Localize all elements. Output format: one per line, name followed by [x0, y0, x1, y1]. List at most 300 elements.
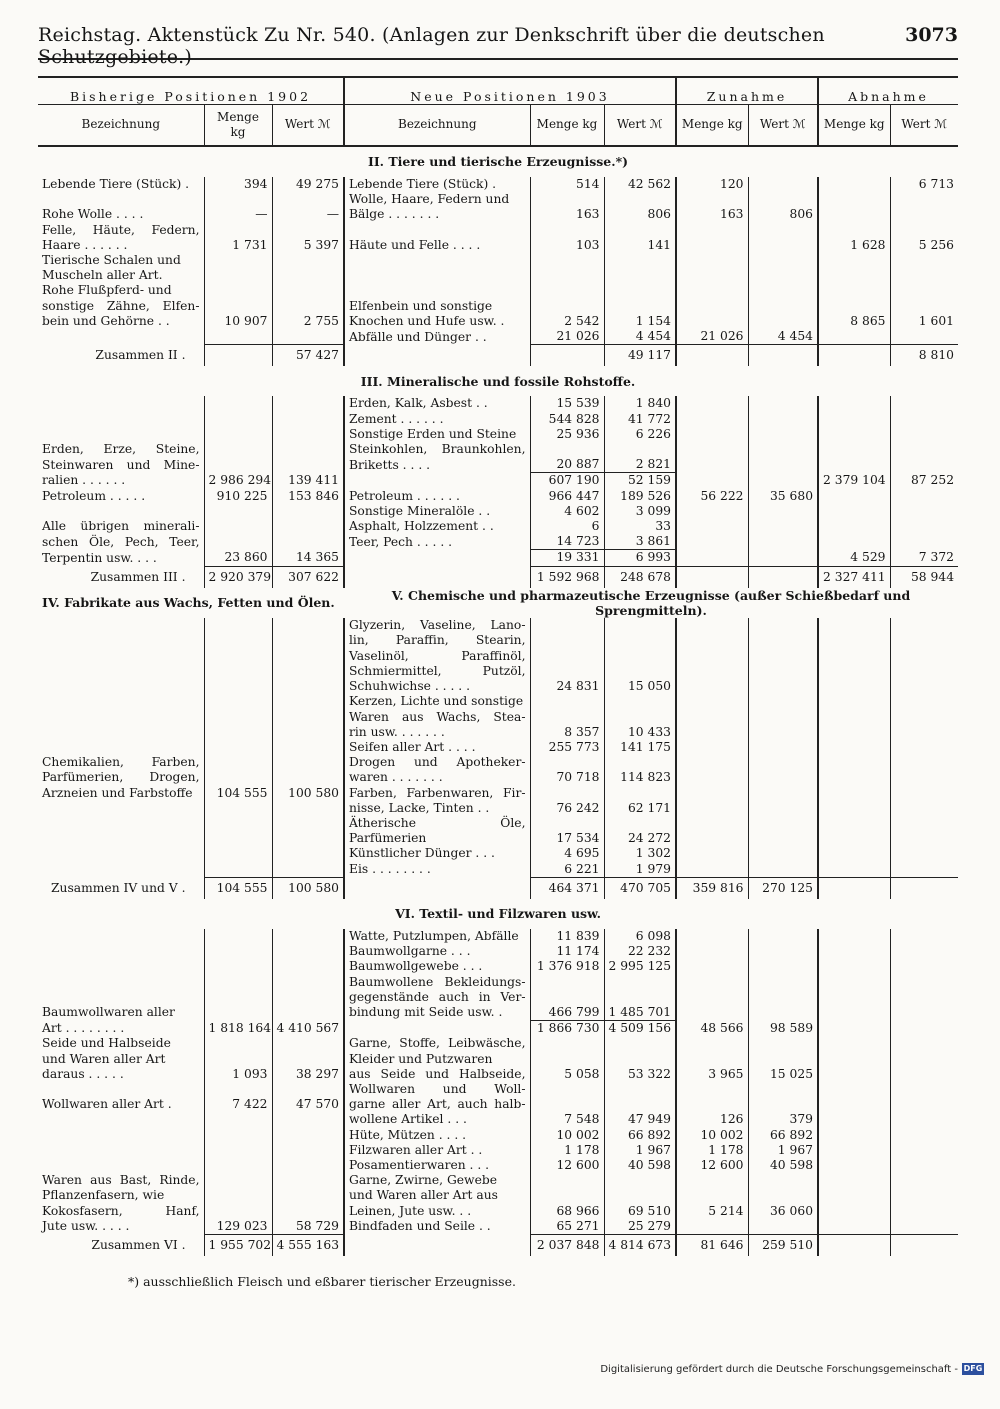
new-value: 1 302 [604, 846, 676, 861]
new-description: Schmiermittel, Putzöl, [344, 664, 530, 679]
old-description [38, 1128, 204, 1143]
increase-value: 35 680 [748, 489, 818, 504]
new-quantity: 1 866 730 [530, 1021, 604, 1037]
increase-quantity: 5 214 [676, 1204, 748, 1219]
new-quantity: 12 600 [530, 1158, 604, 1173]
old-value [272, 959, 344, 974]
old-value [272, 770, 344, 785]
decrease-value [890, 412, 958, 427]
old-value [272, 846, 344, 861]
old-description [38, 1112, 204, 1127]
increase-quantity [676, 694, 748, 709]
new-value: 47 949 [604, 1112, 676, 1127]
new-description: Abfälle und Dünger . . [344, 329, 530, 345]
increase-value [748, 473, 818, 489]
table-row [38, 755, 958, 770]
old-description [38, 801, 204, 816]
decrease-value [890, 268, 958, 283]
increase-value [748, 1005, 818, 1021]
table-row [38, 944, 958, 959]
increase-quantity [676, 664, 748, 679]
new-value [604, 618, 676, 633]
decrease-quantity [818, 299, 890, 314]
old-value [272, 1036, 344, 1051]
column-header: Menge kg [676, 105, 748, 147]
total-new-description [344, 1235, 530, 1257]
total-nw: 470 705 [604, 877, 676, 899]
old-description [38, 396, 204, 411]
new-description: Drogen und Apotheker- [344, 755, 530, 770]
old-description: Muscheln aller Art. [42, 268, 163, 283]
increase-quantity [676, 816, 748, 846]
decrease-quantity: 1 628 [818, 238, 890, 253]
new-quantity: 20 887 [530, 457, 604, 473]
increase-quantity [676, 283, 748, 298]
decrease-value [890, 1067, 958, 1082]
old-value [272, 253, 344, 268]
old-description [38, 192, 204, 207]
increase-quantity [676, 253, 748, 268]
running-header [38, 24, 958, 68]
decrease-quantity: 2 379 104 [818, 473, 890, 489]
new-value: 2 995 125 [604, 959, 676, 974]
new-quantity: 1 376 918 [530, 959, 604, 974]
increase-value [748, 755, 818, 770]
increase-quantity [676, 1052, 748, 1067]
old-quantity [204, 801, 272, 816]
table-row [38, 268, 958, 283]
increase-value [748, 442, 818, 457]
increase-quantity [676, 725, 748, 740]
new-description: Sonstige Erden und Steine [344, 427, 530, 442]
decrease-quantity [818, 1036, 890, 1051]
old-value: 2 755 [272, 314, 344, 329]
table-row [38, 959, 958, 974]
decrease-quantity [818, 1112, 890, 1127]
old-value [272, 1158, 344, 1173]
new-value [604, 990, 676, 1005]
old-value [272, 1082, 344, 1097]
new-value [604, 192, 676, 207]
decrease-quantity [818, 207, 890, 222]
increase-quantity: 12 600 [676, 1158, 748, 1173]
total-nw: 248 678 [604, 566, 676, 588]
increase-quantity [676, 679, 748, 694]
old-value [272, 1173, 344, 1188]
section-title: V. Chemische und pharmazeutische Erzeugnisse (außer Schießbedarf und Sprengmitteln). [391, 587, 911, 619]
old-description [38, 427, 204, 442]
total-im: 359 816 [676, 877, 748, 899]
new-description: Elfenbein und sonstige [344, 299, 530, 314]
old-description [38, 990, 204, 1005]
footnote: *) ausschließlich Fleisch und eßbarer tierischer Erzeugnisse. [128, 1274, 516, 1290]
new-quantity [530, 1082, 604, 1097]
old-description: Baumwollwaren aller [42, 1005, 175, 1020]
new-description [344, 223, 530, 238]
table-row [38, 1067, 958, 1082]
increase-value [748, 846, 818, 861]
old-quantity [204, 457, 272, 473]
old-value: 49 275 [272, 177, 344, 192]
decrease-quantity [818, 442, 890, 457]
decrease-quantity [818, 268, 890, 283]
new-description [344, 283, 530, 298]
new-value: 3 861 [604, 534, 676, 550]
increase-quantity [676, 801, 748, 816]
new-value: 806 [604, 207, 676, 222]
old-quantity [204, 396, 272, 411]
old-quantity [204, 1158, 272, 1173]
new-value: 6 098 [604, 929, 676, 944]
new-value [604, 268, 676, 283]
increase-value: 40 598 [748, 1158, 818, 1173]
table-row [38, 1021, 958, 1037]
new-quantity [530, 786, 604, 801]
old-quantity [204, 427, 272, 442]
table-row [38, 238, 958, 253]
increase-value [748, 990, 818, 1005]
increase-value [748, 929, 818, 944]
decrease-quantity [818, 223, 890, 238]
increase-quantity [676, 929, 748, 944]
old-description [38, 740, 204, 755]
old-quantity [204, 329, 272, 345]
old-quantity [204, 633, 272, 648]
new-value: 1 840 [604, 396, 676, 411]
table-row [38, 1143, 958, 1158]
old-description: Pflanzenfasern, wie [42, 1188, 165, 1203]
new-value [604, 223, 676, 238]
table-row [38, 1188, 958, 1203]
new-quantity: 966 447 [530, 489, 604, 504]
decrease-quantity [818, 710, 890, 725]
old-value [272, 664, 344, 679]
old-value: 153 846 [272, 489, 344, 504]
column-header: Menge kg [818, 105, 890, 147]
old-value [272, 457, 344, 473]
decrease-quantity [818, 1067, 890, 1082]
old-quantity: 10 907 [204, 314, 272, 329]
old-quantity: — [204, 207, 272, 222]
increase-quantity [676, 223, 748, 238]
old-value [272, 725, 344, 740]
new-value: 114 823 [604, 770, 676, 785]
old-description: Terpentin usw. . . . [42, 550, 157, 565]
new-value: 25 279 [604, 1219, 676, 1235]
new-quantity [530, 223, 604, 238]
new-quantity [530, 1036, 604, 1051]
table-row [38, 504, 958, 519]
new-quantity [530, 253, 604, 268]
decrease-quantity [818, 253, 890, 268]
table-row [38, 990, 958, 1005]
total-row [38, 566, 958, 588]
decrease-value [890, 755, 958, 770]
decrease-quantity [818, 694, 890, 709]
decrease-value [890, 990, 958, 1005]
decrease-value [890, 1158, 958, 1173]
total-ow: 100 580 [272, 877, 344, 899]
decrease-value [890, 618, 958, 633]
new-quantity: 103 [530, 238, 604, 253]
old-quantity [204, 1052, 272, 1067]
new-quantity: 11 839 [530, 929, 604, 944]
old-quantity [204, 618, 272, 633]
new-description: Petroleum . . . . . . [344, 489, 530, 504]
new-quantity [530, 694, 604, 709]
increase-value [748, 1036, 818, 1051]
old-description [38, 649, 204, 664]
old-value [272, 192, 344, 207]
decrease-quantity [818, 862, 890, 878]
decrease-value [890, 427, 958, 442]
decrease-quantity [818, 504, 890, 519]
new-description: Ätherische Öle, Parfümerien [344, 816, 530, 846]
table-row [38, 816, 958, 846]
increase-quantity [676, 710, 748, 725]
new-quantity [530, 1173, 604, 1188]
old-description: Lebende Tiere (Stück) . [42, 177, 190, 191]
decrease-value: 7 372 [890, 550, 958, 566]
new-description: Baumwollgewebe . . . [344, 959, 530, 974]
table-body [38, 146, 958, 1256]
old-value [272, 944, 344, 959]
old-value [272, 427, 344, 442]
new-value: 1 967 [604, 1143, 676, 1158]
total-nw: 49 117 [604, 345, 676, 367]
increase-quantity [676, 1173, 748, 1188]
decrease-quantity [818, 177, 890, 192]
table-row [38, 412, 958, 427]
increase-value: 4 454 [748, 329, 818, 345]
old-quantity [204, 1143, 272, 1158]
old-quantity [204, 990, 272, 1005]
new-description: Bälge . . . . . . . [344, 207, 530, 222]
new-value [604, 1188, 676, 1203]
new-description: gegenstände auch in Ver- [344, 990, 530, 1005]
new-quantity [530, 283, 604, 298]
old-description: Chemikalien, Farben, [42, 755, 200, 770]
total-nm: 2 037 848 [530, 1235, 604, 1257]
old-description [38, 929, 204, 944]
total-nm: 1 592 968 [530, 566, 604, 588]
new-description: Baumwollgarne . . . [344, 944, 530, 959]
section-title: II. Tiere und tierische Erzeugnisse.*) [367, 154, 629, 170]
new-quantity: 19 331 [530, 550, 604, 566]
new-description: Steinkohlen, Braunkohlen, [344, 442, 530, 457]
decrease-quantity [818, 740, 890, 755]
increase-value [748, 959, 818, 974]
old-value [272, 299, 344, 314]
new-value: 2 821 [604, 457, 676, 473]
decrease-value [890, 489, 958, 504]
new-value [604, 755, 676, 770]
decrease-quantity [818, 489, 890, 504]
old-quantity: 23 860 [204, 550, 272, 566]
section-header-row [38, 146, 958, 177]
new-value [604, 664, 676, 679]
decrease-quantity [818, 1052, 890, 1067]
new-value [604, 283, 676, 298]
section-title: III. Mineralische und fossile Rohstoffe. [360, 373, 636, 389]
decrease-quantity [818, 1097, 890, 1112]
old-value [272, 801, 344, 816]
decrease-value [890, 929, 958, 944]
decrease-value [890, 1128, 958, 1143]
old-description: Kokosfasern, Hanf, [42, 1203, 200, 1218]
increase-quantity: 10 002 [676, 1128, 748, 1143]
table-row [38, 396, 958, 411]
new-quantity [530, 192, 604, 207]
table-row [38, 253, 958, 268]
old-quantity: 2 986 294 [204, 473, 272, 489]
section-title: VI. Textil- und Filzwaren usw. [395, 906, 601, 922]
decrease-quantity [818, 457, 890, 473]
old-value [272, 223, 344, 238]
old-description: schen Öle, Pech, Teer, [42, 534, 200, 549]
page-number: 3073 [905, 24, 958, 46]
old-quantity [204, 816, 272, 846]
new-description: Teer, Pech . . . . . [344, 534, 530, 550]
old-description: Erden, Erze, Steine, [42, 442, 200, 457]
total-im [676, 566, 748, 588]
new-quantity: 4 695 [530, 846, 604, 861]
new-value [604, 975, 676, 990]
old-description [38, 329, 204, 345]
old-description [38, 679, 204, 694]
old-quantity [204, 846, 272, 861]
decrease-value [890, 710, 958, 725]
new-quantity [530, 633, 604, 648]
new-quantity: 6 221 [530, 862, 604, 878]
column-header: Wert ℳ [272, 105, 344, 147]
decrease-quantity [818, 1173, 890, 1188]
increase-value [748, 519, 818, 534]
total-dm: 2 327 411 [818, 566, 890, 588]
decrease-quantity [818, 192, 890, 207]
decrease-quantity [818, 664, 890, 679]
decrease-quantity [818, 755, 890, 770]
new-description: Asphalt, Holzzement . . [344, 519, 530, 534]
decrease-value [890, 504, 958, 519]
new-description: waren . . . . . . . [344, 770, 530, 785]
increase-quantity [676, 1082, 748, 1097]
old-description [38, 1143, 204, 1158]
increase-quantity: 56 222 [676, 489, 748, 504]
table-row [38, 975, 958, 990]
table-row [38, 862, 958, 878]
total-om: 2 920 379 [204, 566, 272, 588]
new-value: 66 892 [604, 1128, 676, 1143]
increase-quantity [676, 649, 748, 664]
new-description: Lebende Tiere (Stück) . [344, 177, 530, 192]
new-description: Waren aus Wachs, Stea- [344, 710, 530, 725]
new-value: 24 272 [604, 816, 676, 846]
old-quantity [204, 268, 272, 283]
old-description [38, 1158, 204, 1173]
new-description: lin, Paraffin, Stearin, [344, 633, 530, 648]
table-row [38, 177, 958, 192]
column-header: Bezeichnung [38, 105, 204, 147]
column-header: Wert ℳ [748, 105, 818, 147]
total-ow: 57 427 [272, 345, 344, 367]
total-om: 104 555 [204, 877, 272, 899]
increase-quantity: 126 [676, 1112, 748, 1127]
new-description: Zement . . . . . . [344, 412, 530, 427]
increase-quantity [676, 633, 748, 648]
total-label: Zusammen III . [90, 569, 186, 584]
old-value [272, 862, 344, 878]
old-value [272, 975, 344, 990]
table-row [38, 1158, 958, 1173]
new-quantity: 7 548 [530, 1112, 604, 1127]
increase-quantity [676, 1097, 748, 1112]
new-value [604, 710, 676, 725]
increase-quantity [676, 755, 748, 770]
old-quantity [204, 1204, 272, 1219]
table-row [38, 1112, 958, 1127]
new-quantity [530, 618, 604, 633]
old-quantity [204, 534, 272, 550]
new-value [604, 649, 676, 664]
old-description [38, 846, 204, 861]
old-description [38, 944, 204, 959]
decrease-value [890, 1021, 958, 1037]
increase-value: 36 060 [748, 1204, 818, 1219]
increase-value: 66 892 [748, 1128, 818, 1143]
old-value: 38 297 [272, 1067, 344, 1082]
new-value: 41 772 [604, 412, 676, 427]
old-description [38, 664, 204, 679]
new-quantity [530, 710, 604, 725]
table-row [38, 207, 958, 222]
decrease-value [890, 1052, 958, 1067]
new-value: 1 979 [604, 862, 676, 878]
new-value: 6 226 [604, 427, 676, 442]
old-quantity [204, 740, 272, 755]
new-quantity: 14 723 [530, 534, 604, 550]
old-description [38, 618, 204, 633]
decrease-quantity [818, 329, 890, 345]
new-description: Garne, Zwirne, Gewebe [344, 1173, 530, 1188]
table-row [38, 694, 958, 709]
new-description: Knochen und Hufe usw. . [344, 314, 530, 329]
total-label: Zusammen IV und V . [51, 880, 186, 895]
increase-value: 379 [748, 1112, 818, 1127]
old-quantity: 1 093 [204, 1067, 272, 1082]
decrease-value [890, 223, 958, 238]
decrease-quantity [818, 725, 890, 740]
new-description: Häute und Felle . . . . [344, 238, 530, 253]
old-value [272, 329, 344, 345]
total-iw: 270 125 [748, 877, 818, 899]
table-row [38, 473, 958, 489]
decrease-quantity [818, 1188, 890, 1203]
decrease-quantity [818, 1143, 890, 1158]
old-quantity [204, 283, 272, 298]
decrease-quantity [818, 283, 890, 298]
decrease-value [890, 664, 958, 679]
decrease-quantity [818, 801, 890, 816]
increase-value [748, 649, 818, 664]
old-value [272, 618, 344, 633]
decrease-value [890, 816, 958, 846]
decrease-value [890, 801, 958, 816]
increase-quantity [676, 519, 748, 534]
old-value [272, 1112, 344, 1127]
new-description: Kleider und Putzwaren [344, 1052, 530, 1067]
total-new-description [344, 566, 530, 588]
